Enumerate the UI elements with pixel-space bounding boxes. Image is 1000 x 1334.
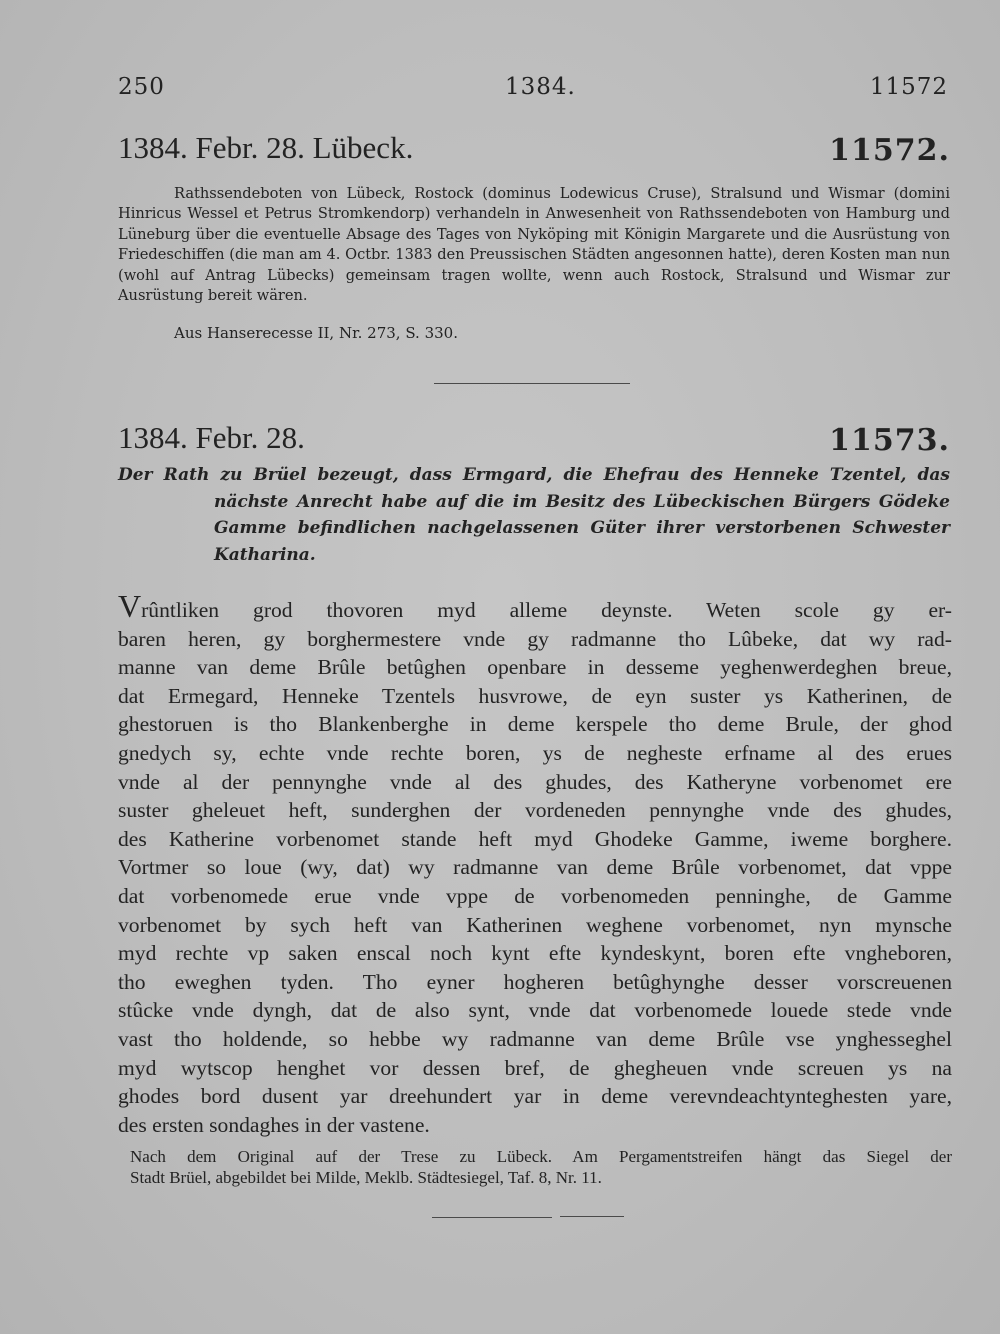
entry-11573-date: 1384. Febr. 28. xyxy=(118,420,305,455)
drop-initial: V xyxy=(118,588,142,624)
text-line-1-body: rûntliken grod thovoren myd alleme deynste. Weten scole gy er- xyxy=(141,598,952,622)
text-line: gnedych sy, echte vnde rechte boren, ys de negheste erfname al des erues xyxy=(118,740,952,765)
entry-11573-source-note xyxy=(130,1146,952,1188)
text-line: myd wytscop henghet vor dessen bref, de ghegheuen vnde screuen ys na xyxy=(118,1055,952,1080)
text-line: manne van deme Brûle betûghen openbare in desseme yeghenwerdeghen breue, xyxy=(118,655,952,680)
entry-11572-date-place: 1384. Febr. 28. Lübeck. xyxy=(118,130,414,165)
entry-11572-summary: Rathssendeboten von Lübeck, Rostock (dominus Lodewicus Cruse), Stralsund und Wismar (domini Hinricus Wessel et Petrus Stromkendorp) verhandeln in Anwesenheit von Rathssendeboten von Hamburg und Lüneburg über die eventuelle Absage des Tages von Nyköping mit Königin Margarete und die Ausrüstung von Friedeschiffen (die man am 4. Octbr. 1383 den Preussischen Städten angesonnen hatte), deren Kosten man nun (wohl auf Antrag Lübecks) gemeinsam tragen wollte, wenn auch Rostock, Stralsund und Wismar zur Ausrüstung bereit wären. xyxy=(118,185,950,305)
text-line: des Katherine vorbenomet stande heft myd Ghodeke Gamme, iweme borghere. xyxy=(118,826,952,851)
entry-11573-text xyxy=(118,588,952,1139)
entry-11572-number: 11572. xyxy=(829,133,950,168)
note-line: Nach dem Original auf der Trese zu Lübeck. Am Pergamentstreifen hängt das Siegel der xyxy=(130,1147,952,1166)
section-divider-short-left xyxy=(432,1217,552,1218)
entry-11573-number: 11573. xyxy=(829,423,950,458)
text-line: ghestoruen is tho Blankenberghe in deme kerspele tho deme Brule, der ghod xyxy=(118,712,952,737)
text-line: vorbenomet by sych heft van Katherinen weghene vorbenomet, nyn mynsche xyxy=(118,912,952,937)
text-line: baren heren, gy borghermestere vnde gy radmanne tho Lûbeke, dat wy rad- xyxy=(118,626,952,651)
entry-11573-regest: Der Rath zu Brüel bezeugt, dass Ermgard, die Ehefrau des Henneke Tzentel, das nächste Anrecht habe auf die im Besitz des Lübeckischen Bürgers Gödeke Gamme befindlichen nachgelassenen Güter ihrer verstorbenen Schwester Katharina. xyxy=(118,465,950,565)
text-line: stûcke vnde dyngh, dat de also synt, vnde dat vorbenomede louede stede vnde xyxy=(118,998,952,1023)
text-line: ghodes bord dusent yar dreehundert yar in deme verevndeachtynteghesten yare, xyxy=(118,1084,952,1109)
text-line: myd rechte vp saken enscal noch kynt efte kyndeskynt, boren efte vngheboren, xyxy=(118,941,952,966)
section-divider xyxy=(434,383,630,384)
page-number: 250 xyxy=(118,74,165,100)
text-line: suster gheleuet heft, sunderghen der vordeneden pennynghe vnde des ghudes, xyxy=(118,798,952,823)
text-line: Vortmer so loue (wy, dat) wy radmanne van deme Brûle vorbenomet, dat vppe xyxy=(118,855,952,880)
text-line: dat Ermegard, Henneke Tzentels husvrowe, de eyn suster ys Katherinen, de xyxy=(118,683,952,708)
text-line: vnde al der pennynghe vnde al des ghudes, des Katheryne vorbenomet ere xyxy=(118,769,952,794)
entry-11572-source: Aus Hanserecesse II, Nr. 273, S. 330. xyxy=(174,324,458,342)
section-divider-short-right xyxy=(560,1216,624,1217)
running-entry-ref: 11572 xyxy=(869,74,948,100)
text-line-1 xyxy=(118,588,952,625)
entry-11573-regest-block xyxy=(118,462,950,568)
text-line: tho eweghen tyden. Tho eyner hogheren betûghynghe desser vorscreuenen xyxy=(118,969,952,994)
text-line: vast tho holdende, so hebbe wy radmanne van deme Brûle vse ynghesseghel xyxy=(118,1026,952,1051)
running-year: 1384. xyxy=(505,74,576,100)
text-line: dat vorbenomede erue vnde vppe de vorbenomeden penninghe, de Gamme xyxy=(118,883,952,908)
text-line: des ersten sondaghes in der vastene. xyxy=(118,1112,430,1137)
note-line: Stadt Brüel, abgebildet bei Milde, Meklb. Städtesiegel, Taf. 8, Nr. 11. xyxy=(130,1168,602,1187)
